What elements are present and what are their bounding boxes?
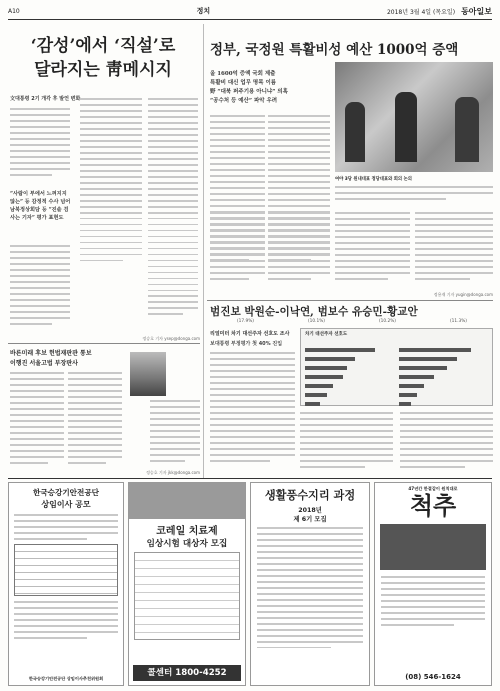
ad1-body [9,510,123,540]
page-number: A10 [8,7,20,15]
ad1-table [14,544,118,596]
left-pull-quote: “사람이 부에서 느껴지지 않는” 등 감정적 수사 넘어 남북정상회담 등 “진솔 검사는 기자” 평가 표현도 [10,191,71,221]
column-byline: 정승호 기자 jkk@donga.com [146,470,200,475]
poll-percentages [210,319,494,324]
poll-headline: 범진보 박원순-이낙연, 범보수 유승민-황교안 [210,306,418,318]
left-headline-line2: 달라지는 靑메시지 [34,60,172,80]
poll-chart-left [305,339,395,401]
ad1-body2 [9,598,123,639]
left-col2-text [80,98,142,276]
left-divider [8,343,200,344]
poll-chart-title: 차기 대선주자 선호도 [305,332,348,337]
ad2-line1: 코레일 치료제 [156,526,218,537]
photo-figure-3 [455,97,479,162]
poll-chart-right [399,339,489,401]
main-deck-2: 특활비 대신 업무 명목 이름 [210,80,277,86]
main-text6 [415,212,493,292]
poll-chart [300,328,493,406]
column-subhead: 이행진 서울고법 부장판사 [10,360,78,367]
main-deck-4: “공수처 등 예산” 파악 우려 [210,98,278,104]
ad2-phone: 콜센터 1800-4252 [133,665,241,681]
main-decks [210,70,330,106]
poll-bar [399,402,411,406]
ad3-title: 생활풍수지리 과정 [264,488,356,502]
main-byline: 정용재 기자 yugin@donga.com [433,292,493,297]
main-headline: 정부, 국정원 특활비성 예산 1000억 증액 [210,42,459,58]
section-name: 정치 [196,7,211,15]
header-rule [8,19,492,20]
left-col3-text [148,98,198,333]
newspaper-brand: 동아일보 [461,5,492,16]
ad3-body [251,523,369,648]
main-news-photo [335,62,493,172]
ad4-top: 47년간 한결같이 원칙대로 [408,486,458,491]
column-text1 [10,372,64,472]
poll-text3 [400,412,493,472]
left-headline-line1: ‘감성’에서 ‘직설’로 [30,36,176,56]
ad4-phone: (08) 546-1624 [405,673,461,681]
left-headline [28,34,178,82]
main-caption-text [335,186,493,204]
issue-date: 2018년 3월 4일 (목요일) [386,8,456,16]
main-text3 [210,212,265,292]
ad-spine-clinic [374,482,492,686]
poll-subhead: 리얼미터 차기 대선주자 선호도 조사 [210,331,290,337]
main-text4 [268,212,330,292]
ad1-title: 한국승강기안전공단 [32,488,100,497]
main-text5 [335,212,410,292]
left-subhead: 文대통령 2기 개각 후 발언 변화 [10,96,81,102]
poll-text1 [210,352,295,472]
poll-divider [207,300,493,301]
ad3-year: 2018년 [298,507,322,514]
ad1-subtitle: 상임이사 공모 [41,499,91,509]
photo-figure-2 [395,92,417,162]
ad-recruitment [8,482,124,686]
main-deck-3: 野 “대북 퍼주기용 아니냐” 의혹 [210,89,288,95]
poll-deck: 보대통령 부정평가 첫 40% 진입 [210,341,283,347]
left-byline: 정승호 기자 ysep@donga.com [142,336,200,341]
poll-text2 [300,412,393,472]
ad2-table [134,552,240,640]
main-photo-caption: 여야 3당 원내대표 정당대표와 회의 논의 [335,177,412,182]
left-col1-text [10,108,70,183]
poll-pct-2: (10.1%) [307,319,325,324]
ad-fengshui-course [250,482,370,686]
column-headline: 바른미래 후보 헌법재판관 통보 [10,350,92,357]
ad2-line2: 임상시험 대상자 모집 [146,539,228,549]
ad1-footer: 한국승강기안전공단 상임이사추천위원회 [28,676,104,681]
main-deck-1: 올 1600억 증액 국회 제출 [210,71,276,77]
ad-rule [8,478,492,479]
page-header [8,4,492,18]
ad3-term: 제 6기 모집 [293,516,327,523]
ad4-body [375,574,491,626]
ad-clinical-trial [128,482,246,686]
poll-bar [305,402,320,406]
poll-pct-1: (17.9%) [236,319,254,324]
center-rule [203,24,204,478]
left-col1-text2 [10,245,70,329]
poll-pct-4: (11.3%) [449,319,467,324]
column-text2 [68,372,122,472]
ad4-title: 척추 [409,491,457,520]
poll-pct-3: (10.2%) [378,319,396,324]
photo-figure-1 [345,102,365,162]
column-portrait-photo [130,352,166,396]
column-text3 [150,400,200,472]
ad2-banner [129,483,245,519]
ad4-photo [380,524,486,570]
